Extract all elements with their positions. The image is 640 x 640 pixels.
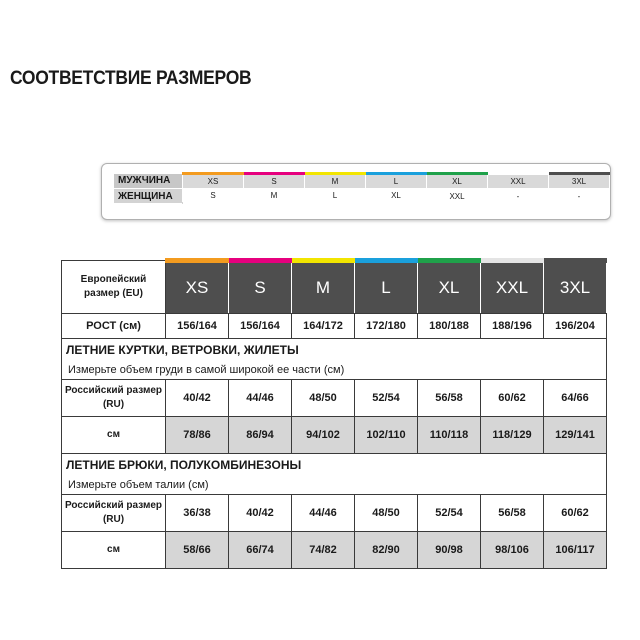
men-row [114,174,610,189]
trousers-ru-value: 48/50 [355,495,418,532]
trousers-cm-value: 66/74 [229,532,292,569]
men-label: МУЖЧИНА [114,174,183,189]
women-row [114,189,610,204]
jackets-ru-value: 44/46 [229,380,292,417]
jackets-ru-value: 64/66 [544,380,607,417]
eu-size-row [62,261,607,314]
trousers-cm-row [62,532,607,569]
eu-size-label: Европейский размер (EU) [62,261,166,314]
trousers-note-row [62,476,607,495]
jackets-ru-value: 52/54 [355,380,418,417]
height-value: 188/196 [481,314,544,339]
trousers-section-title: ЛЕТНИЕ БРЮКИ, ПОЛУКОМБИНЕЗОНЫ [62,454,607,477]
men-size-cell: XS [183,174,244,189]
eu-size-header: 3XL [544,261,607,314]
men-size-cell: XL [427,174,488,189]
trousers-section-note: Измерьте объем талии (см) [62,476,607,495]
women-size-cell: - [488,189,549,204]
trousers-ru-row [62,495,607,532]
height-value: 180/188 [418,314,481,339]
jackets-section-title: ЛЕТНИЕ КУРТКИ, ВЕТРОВКИ, ЖИЛЕТЫ [62,339,607,362]
jackets-ru-value: 40/42 [166,380,229,417]
men-size-cell: S [244,174,305,189]
trousers-ru-value: 56/58 [481,495,544,532]
men-size-cell: M [305,174,366,189]
trousers-ru-value: 36/38 [166,495,229,532]
jackets-cm-value: 78/86 [166,417,229,454]
jackets-cm-label: см [62,417,166,454]
eu-size-header: XS [166,261,229,314]
men-size-cell: XXL [488,174,549,189]
eu-size-header: S [229,261,292,314]
trousers-cm-value: 58/66 [166,532,229,569]
jackets-ru-value: 48/50 [292,380,355,417]
jackets-ru-label: Российский размер (RU) [62,380,166,417]
jackets-cm-value: 110/118 [418,417,481,454]
eu-size-header: M [292,261,355,314]
jackets-cm-value: 94/102 [292,417,355,454]
eu-size-header: XL [418,261,481,314]
trousers-cm-value: 106/117 [544,532,607,569]
jackets-cm-value: 102/110 [355,417,418,454]
trousers-cm-value: 74/82 [292,532,355,569]
trousers-ru-value: 52/54 [418,495,481,532]
jackets-cm-value: 129/141 [544,417,607,454]
height-label: РОСТ (см) [62,314,166,339]
men-size-cell: 3XL [549,174,610,189]
trousers-cm-value: 90/98 [418,532,481,569]
jackets-title-row [62,339,607,362]
trousers-ru-value: 44/46 [292,495,355,532]
jackets-section-note: Измерьте объем груди в самой широкой ее части (см) [62,361,607,380]
women-label: ЖЕНЩИНА [114,189,183,204]
women-size-cell: M [244,189,305,204]
trousers-ru-label: Российский размер (RU) [62,495,166,532]
women-size-cell: - [549,189,610,204]
height-value: 164/172 [292,314,355,339]
jackets-note-row [62,361,607,380]
jackets-ru-row [62,380,607,417]
trousers-cm-value: 82/90 [355,532,418,569]
trousers-cm-value: 98/106 [481,532,544,569]
height-value: 156/164 [166,314,229,339]
height-value: 156/164 [229,314,292,339]
page-title: СООТВЕТСТВИЕ РАЗМЕРОВ [10,68,252,89]
eu-size-header: XXL [481,261,544,314]
jackets-ru-value: 56/58 [418,380,481,417]
gender-size-card [101,163,611,220]
eu-size-header: L [355,261,418,314]
women-size-cell: XL [366,189,427,204]
height-value: 172/180 [355,314,418,339]
women-size-cell: XXL [427,189,488,204]
men-size-cell: L [366,174,427,189]
women-size-cell: S [183,189,244,204]
trousers-ru-value: 60/62 [544,495,607,532]
jackets-cm-value: 86/94 [229,417,292,454]
height-value: 196/204 [544,314,607,339]
jackets-cm-value: 118/129 [481,417,544,454]
jackets-ru-value: 60/62 [481,380,544,417]
height-row [62,314,607,339]
size-chart-table [61,258,607,569]
trousers-ru-value: 40/42 [229,495,292,532]
trousers-title-row [62,454,607,477]
trousers-cm-label: см [62,532,166,569]
jackets-cm-row [62,417,607,454]
gender-size-table [114,172,610,205]
women-size-cell: L [305,189,366,204]
